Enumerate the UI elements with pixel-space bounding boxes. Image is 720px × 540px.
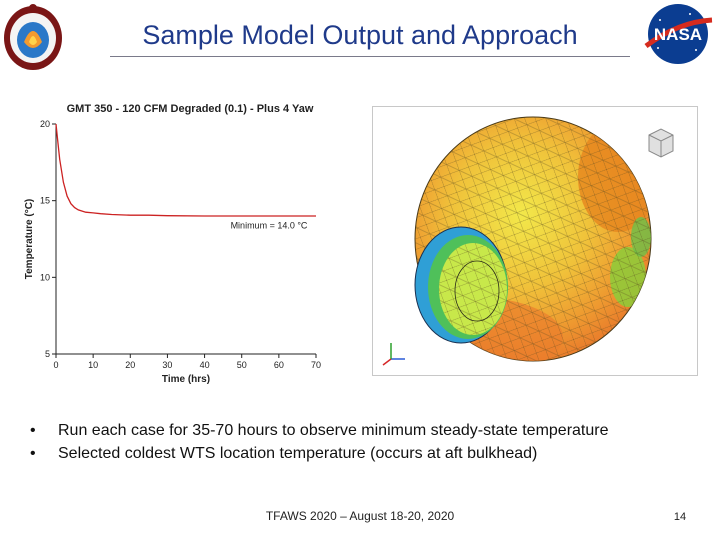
temperature-series-line <box>56 124 316 216</box>
x-tick-label: 0 <box>53 360 59 370</box>
bullet-marker: • <box>30 445 36 462</box>
x-tick-label: 70 <box>310 360 322 370</box>
bullet-item <box>30 442 710 465</box>
title-divider <box>110 56 630 57</box>
x-tick-label: 50 <box>236 360 247 370</box>
footer-text: TFAWS 2020 – August 18-20, 2020 <box>265 509 455 523</box>
x-tick-label: 30 <box>162 360 173 370</box>
temperature-chart <box>20 114 330 384</box>
chart-title: GMT 350 - 120 CFM Degraded (0.1) - Plus 4 Yaw <box>66 103 314 115</box>
model-body <box>373 107 697 375</box>
y-tick-label: 5 <box>44 349 50 359</box>
x-tick-label: 10 <box>88 360 99 370</box>
page-number: 14 <box>673 511 687 523</box>
y-axis-label: Temperature (°C) <box>24 198 35 280</box>
y-tick-label: 10 <box>39 272 50 283</box>
axis-triad-icon <box>383 343 405 365</box>
x-tick-label: 60 <box>273 360 284 370</box>
slide-title: Sample Model Output and Approach <box>142 20 578 50</box>
thermal-model-view <box>372 106 698 376</box>
x-tick-label: 40 <box>199 360 210 370</box>
y-tick-label: 20 <box>39 119 50 129</box>
bullet-list <box>30 419 710 465</box>
bullet-item <box>30 419 710 442</box>
nasa-logo <box>640 2 716 66</box>
y-tick-label: 15 <box>39 195 50 206</box>
bullet-text: Run each case for 35-70 hours to observe minimum steady-state temperature <box>58 422 609 439</box>
orientation-cube-icon <box>649 129 673 157</box>
bullet-text: Selected coldest WTS location temperature (occurs at aft bulkhead) <box>58 445 538 462</box>
bullet-marker: • <box>30 422 36 439</box>
nasa-wordmark: NASA <box>653 25 703 44</box>
aft-bulkhead <box>415 227 508 343</box>
x-axis-label: Time (hrs) <box>161 374 211 384</box>
minimum-annotation: Minimum = 14.0 °C <box>230 220 308 231</box>
x-tick-label: 20 <box>125 360 136 370</box>
